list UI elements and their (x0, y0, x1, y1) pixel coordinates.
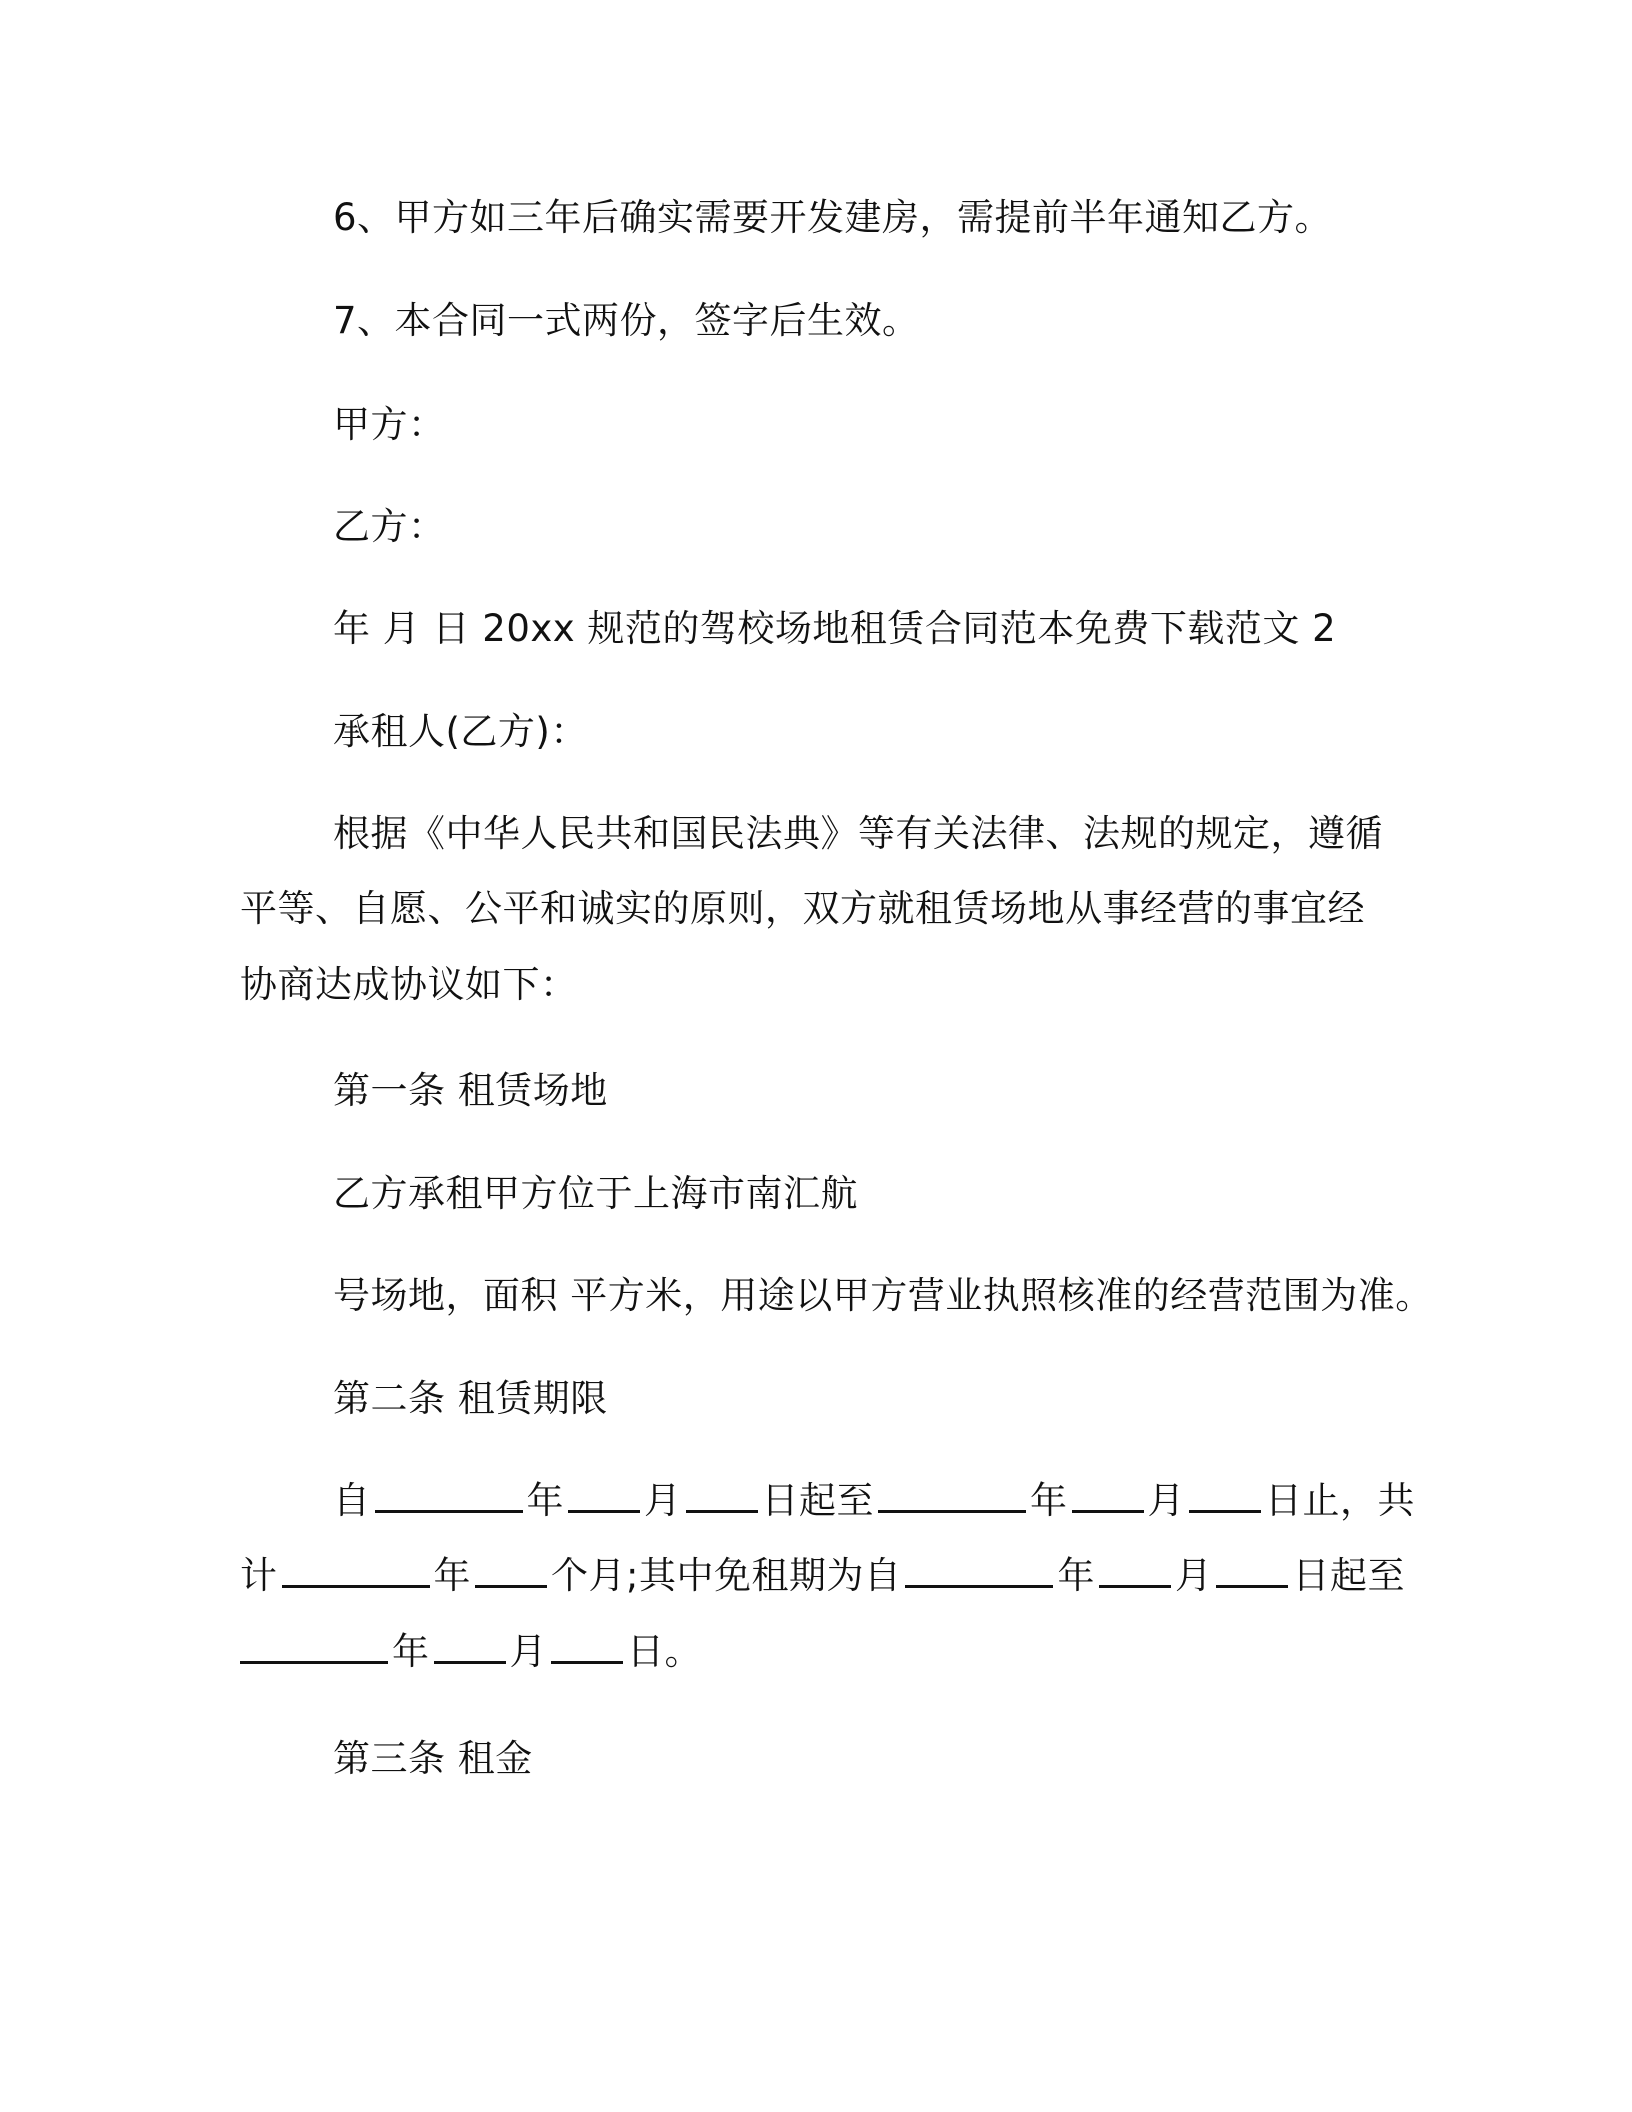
term-text: 日。 (627, 1630, 702, 1673)
start-day-blank (686, 1476, 758, 1513)
party-a-label: 甲方： (333, 403, 446, 446)
article-1-heading: 第一条 租赁场地 (333, 1069, 608, 1112)
term-text: 自 (333, 1479, 371, 1522)
term-text: 月 (1174, 1554, 1213, 1597)
term-text: 年 (392, 1630, 430, 1673)
start-year-blank (375, 1476, 523, 1513)
free-start-year-blank (905, 1551, 1053, 1588)
term-line-3 (240, 1627, 702, 1677)
term-text: 日止，共 (1265, 1479, 1415, 1522)
total-years-blank (282, 1551, 430, 1588)
article-1-line-2: 号场地，面积 平方米，用途以甲方营业执照核准的经营范围为准。 (333, 1274, 1433, 1317)
term-text: 年 (1030, 1479, 1068, 1522)
term-line-2 (240, 1551, 1405, 1601)
free-start-month-blank (1099, 1551, 1171, 1588)
end-day-blank (1189, 1476, 1261, 1513)
free-end-year-blank (240, 1627, 388, 1664)
free-end-month-blank (434, 1627, 506, 1664)
clause-6: 6、甲方如三年后确实需要开发建房，需提前半年通知乙方。 (333, 196, 1333, 239)
preamble-line-3: 协商达成协议如下： (240, 963, 578, 1006)
end-month-blank (1072, 1476, 1144, 1513)
start-month-blank (568, 1476, 640, 1513)
preamble-line-2: 平等、自愿、公平和诚实的原则，双方就租赁场地从事经营的事宜经 (240, 887, 1365, 930)
article-3-heading: 第三条 租金 (333, 1737, 533, 1780)
article-2-heading: 第二条 租赁期限 (333, 1377, 608, 1420)
term-line-1 (333, 1476, 1415, 1526)
article-1-line-1: 乙方承租甲方位于上海市南汇航 (333, 1172, 858, 1215)
lessee-label: 承租人(乙方)： (333, 710, 588, 753)
term-text: 个月;其中免租期为自 (551, 1554, 902, 1597)
term-text: 年 (433, 1554, 471, 1597)
term-text: 年 (1057, 1554, 1095, 1597)
party-b-label: 乙方： (333, 505, 446, 548)
term-text: 计 (240, 1554, 278, 1597)
term-text: 日起至 (761, 1479, 874, 1522)
clause-7: 7、本合同一式两份，签字后生效。 (333, 299, 920, 342)
free-start-day-blank (1216, 1551, 1288, 1588)
term-text: 月 (644, 1479, 682, 1522)
preamble-line-1: 根据《中华人民共和国民法典》等有关法律、法规的规定，遵循 (333, 812, 1383, 855)
term-text: 年 (526, 1479, 564, 1522)
term-text: 月 (1147, 1479, 1185, 1522)
date-and-title: 年 月 日 20xx 规范的驾校场地租赁合同范本免费下载范文 2 (333, 607, 1337, 650)
term-text: 月 (509, 1630, 547, 1673)
free-end-day-blank (551, 1627, 623, 1664)
total-months-blank (475, 1551, 547, 1588)
end-year-blank (878, 1476, 1026, 1513)
term-text: 日起至 (1292, 1554, 1405, 1597)
